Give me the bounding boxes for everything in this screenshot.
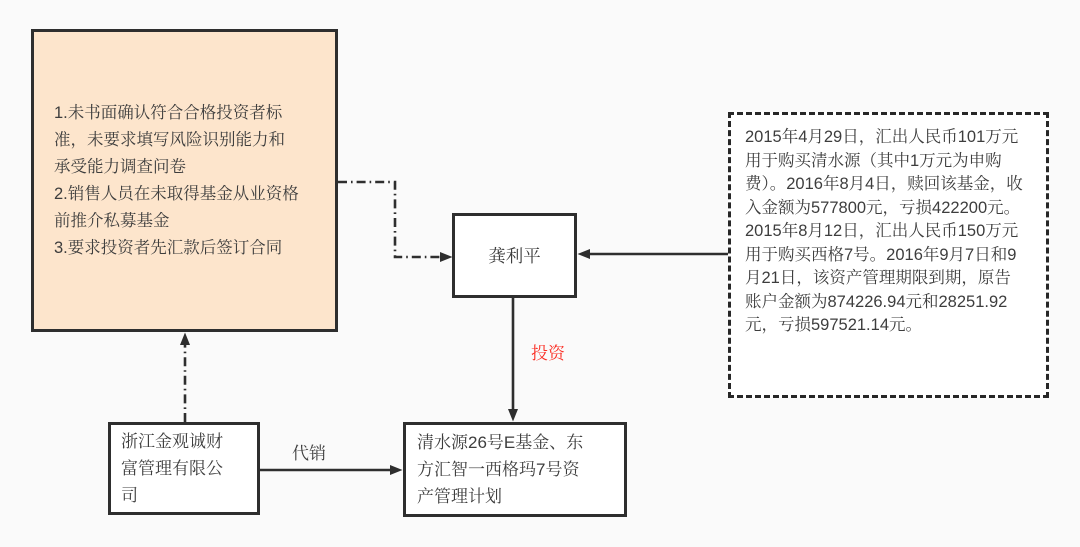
seller-company-name: 浙江金观诚财富管理有限公司 <box>121 432 223 505</box>
violations-list-box <box>31 29 338 332</box>
transaction-paragraph-2: 2015年8月12日，汇出人民币150万元用于购买西格7号。2016年9月7日和9月21日，该资产管理期限到期，原告账户金额为874226.94元和28251.92元，亏损597521.14元。 <box>745 222 1019 334</box>
invest-edge-label: 投资 <box>531 344 565 363</box>
violation-item-3: 3.要求投资者先汇款后签订合同 <box>54 238 283 257</box>
violation-item-1: 1.未书面确认符合合格投资者标准，未要求填写风险识别能力和承受能力调查问卷 <box>54 103 285 176</box>
products-name: 清水源26号E基金、东方汇智一西格玛7号资产管理计划 <box>417 433 584 506</box>
investor-name: 龚利平 <box>488 246 541 266</box>
distribute-edge-label: 代销 <box>292 444 326 463</box>
investor-node <box>452 213 577 298</box>
edge-violations-to-investor <box>338 182 440 257</box>
products-node <box>403 422 627 517</box>
seller-company-node <box>108 422 260 515</box>
transaction-details-box <box>728 112 1049 398</box>
transaction-paragraph-1: 2015年4月29日，汇出人民币101万元用于购买清水源（其中1万元为申购费）。2016年8月4日，赎回该基金，收入金额为577800元，亏损422200元。 <box>745 128 1023 217</box>
violation-item-2: 2.销售人员在未取得基金从业资格前推介私募基金 <box>54 184 299 230</box>
